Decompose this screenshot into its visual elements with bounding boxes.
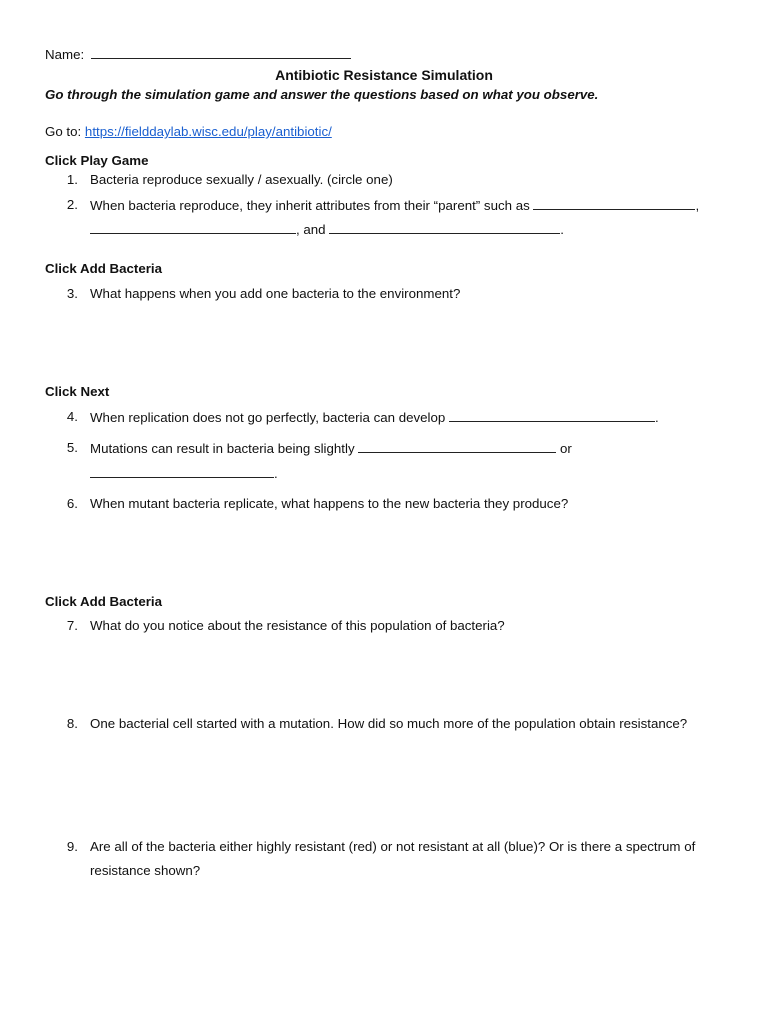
question-number: 6.	[66, 496, 78, 511]
question-3-text: What happens when you add one bacteria to the environment?	[90, 286, 461, 301]
page-title: Antibiotic Resistance Simulation	[275, 67, 493, 83]
question-6-text: When mutant bacteria replicate, what happens to the new bacteria they produce?	[90, 496, 569, 511]
question-number: 5.	[66, 440, 78, 455]
separator: or	[560, 441, 572, 456]
question-4-text: When replication does not go perfectly, bacteria can develop	[90, 410, 446, 425]
section-heading-next: Click Next	[45, 384, 110, 399]
question-9-line-2: resistance shown?	[90, 863, 201, 878]
question-number: 7.	[66, 618, 78, 633]
goto-label: Go to:	[45, 124, 82, 139]
separator: , and	[296, 222, 326, 237]
name-blank[interactable]	[91, 46, 351, 59]
goto-line	[45, 124, 332, 139]
name-field[interactable]	[45, 46, 351, 62]
section-heading-add-bacteria: Click Add Bacteria	[45, 261, 163, 276]
separator: .	[274, 466, 278, 481]
question-number: 2.	[66, 197, 78, 212]
question-7-text: What do you notice about the resistance of this population of bacteria?	[90, 618, 505, 633]
question-9-line-1: Are all of the bacteria either highly resistant (red) or not resistant at all (blue)? Or is there a spectrum of	[90, 839, 696, 854]
simulation-link[interactable]: https://fielddaylab.wisc.edu/play/antibiotic/	[84, 124, 332, 139]
question-2-line-1	[90, 197, 699, 213]
question-number: 9.	[66, 839, 78, 854]
answer-blank[interactable]	[533, 197, 695, 210]
separator: .	[560, 222, 564, 237]
question-5-line-2	[90, 465, 278, 481]
question-5-text: Mutations can result in bacteria being slightly	[90, 441, 355, 456]
question-2-line-2	[90, 221, 564, 237]
question-8-text: One bacterial cell started with a mutation. How did so much more of the population obtain resistance?	[90, 716, 688, 731]
separator: ,	[695, 198, 700, 213]
answer-blank[interactable]	[90, 221, 296, 234]
name-label: Name:	[45, 47, 85, 62]
answer-blank[interactable]	[449, 409, 655, 422]
question-number: 4.	[66, 409, 78, 424]
section-heading-add-bacteria-2: Click Add Bacteria	[45, 594, 163, 609]
question-4-line	[90, 409, 659, 425]
section-heading-play-game: Click Play Game	[45, 153, 149, 168]
separator: .	[655, 410, 659, 425]
answer-blank[interactable]	[329, 221, 560, 234]
answer-blank[interactable]	[358, 440, 556, 453]
question-5-line-1	[90, 440, 572, 456]
question-number: 8.	[66, 716, 78, 731]
question-2-text: When bacteria reproduce, they inherit attributes from their “parent” such as	[90, 198, 530, 213]
question-1-text: Bacteria reproduce sexually / asexually. (circle one)	[90, 172, 393, 187]
answer-blank[interactable]	[90, 465, 274, 478]
question-number: 3.	[66, 286, 78, 301]
question-number: 1.	[66, 172, 78, 187]
page-subtitle: Go through the simulation game and answer the questions based on what you observe.	[45, 87, 599, 102]
